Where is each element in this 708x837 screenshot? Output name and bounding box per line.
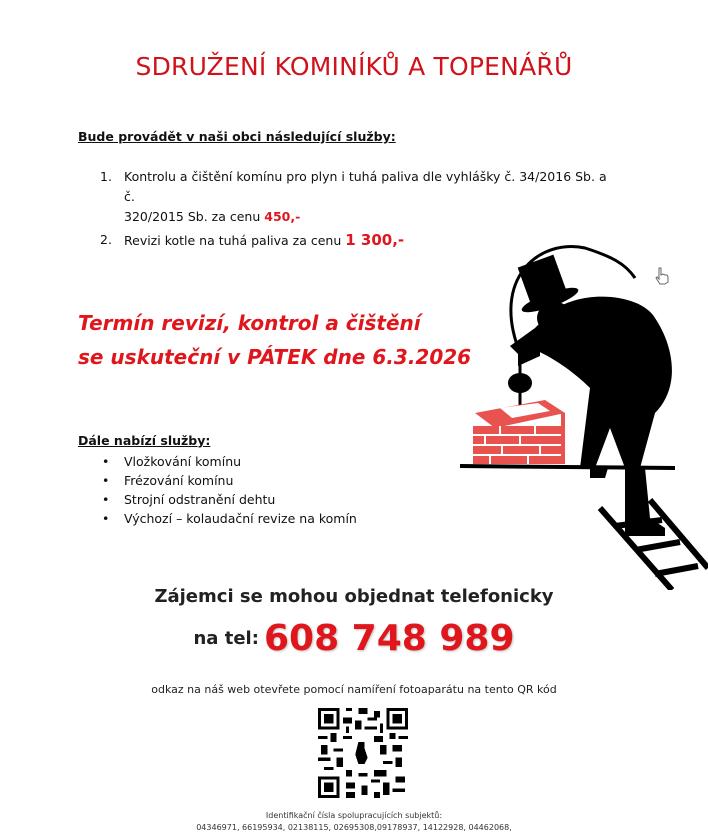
service-text-line2: 320/2015 Sb. za cenu [124,209,265,224]
service-text-line1: Kontrolu a čištění komínu pro plyn i tuhá paliva dle vyhlášky č. 34/2016 Sb. a č. [124,169,607,204]
qr-note: odkaz na náš web otevřete pomocí namíření fotoaparátu na tento QR kód [151,683,557,696]
service-number: 1. [100,169,112,184]
qr-code[interactable] [318,708,408,798]
chimney-sweep-silhouette [510,255,672,536]
list-item: • Vložkování komínu [100,452,357,471]
service-price: 450,- [264,209,301,224]
phone-label: na tel: [193,628,259,649]
order-text: Zájemci se mohou objednat telefonicky [154,586,554,607]
service-text: Revizi kotle na tuhá paliva za cenu [124,233,346,248]
additional-services-title: Dále nabízí služby: [78,433,211,448]
ids-label: Identifikační čísla spolupracujících subjektů: [265,811,443,820]
service-item-1 [100,167,620,224]
list-item: • Výchozí – kolaudační revize na komín [100,509,357,528]
chimney-icon [473,400,565,464]
service-number: 2. [100,232,112,247]
hand-cursor-icon [654,267,670,285]
page-title: SDRUŽENÍ KOMINÍKŮ A TOPENÁŘŮ [135,52,573,81]
services-intro: Bude provádět v naši obci následující služby: [78,129,396,144]
ladder-icon [600,500,708,590]
term-line-1: Termín revizí, kontrol a čištění [78,311,421,335]
additional-services-list [100,452,357,528]
ids-list: 04346971, 66195934, 02138115, 02695308,09178937, 14122928, 04462068, [196,823,512,832]
list-item: • Frézování komínu [100,471,357,490]
chimney-sweep-illustration [440,238,708,590]
phone-number[interactable]: 608 748 989 [264,618,515,659]
list-item: • Strojní odstranění dehtu [100,490,357,509]
term-line-2: se uskuteční v PÁTEK dne 6.3.2026 [78,345,472,369]
phone-row [0,618,708,659]
service-price: 1 300,- [345,231,405,249]
